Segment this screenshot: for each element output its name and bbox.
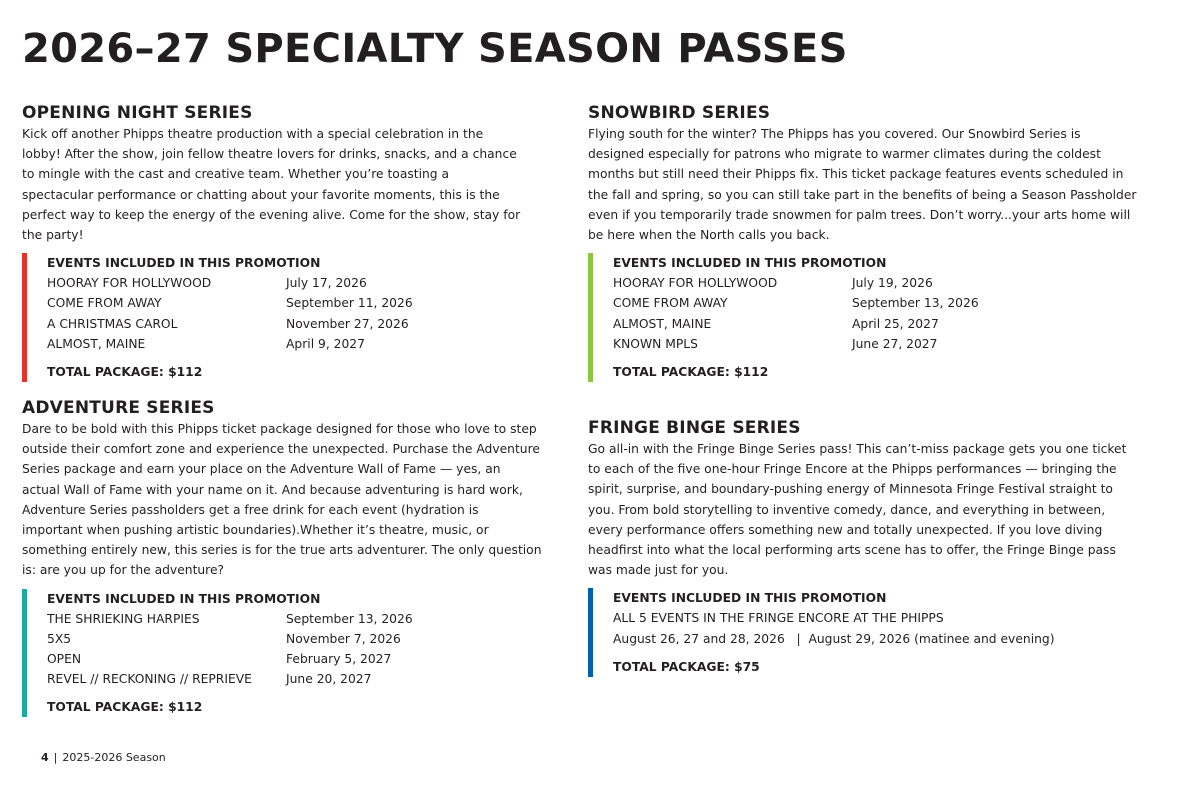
event-date: November 7, 2026 — [286, 631, 401, 646]
event-date: September 13, 2026 — [286, 611, 413, 626]
promotion-accent-bar — [22, 589, 27, 718]
event-row — [613, 273, 1138, 293]
event-name: REVEL // RECKONING // REPRIEVE — [47, 672, 252, 687]
promotion-heading: EVENTS INCLUDED IN THIS PROMOTION — [47, 591, 321, 606]
section-title: OPENING NIGHT SERIES — [22, 103, 253, 123]
section-description: Kick off another Phipps theatre production with a special celebration in the lobby! After the show, join fellow theatre lovers for drinks, snacks, and a chance to mingle with the cast and creative team. Whether you’re toasting a spectacular performance or chatting about your favorite moments, this is the perfect way to keep the energy of the evening alive. Come for the show, stay for the party! — [22, 127, 521, 243]
event-date: April 25, 2027 — [852, 316, 939, 331]
event-list — [613, 273, 1138, 354]
promotion-box — [588, 253, 1138, 382]
promotion-box — [22, 253, 522, 382]
event-date: June 20, 2027 — [286, 672, 372, 687]
event-name: ALMOST, MAINE — [613, 316, 712, 331]
total-package: TOTAL PACKAGE: $112 — [613, 365, 769, 380]
promotion-heading: EVENTS INCLUDED IN THIS PROMOTION — [613, 591, 887, 606]
event-name: A CHRISTMAS CAROL — [47, 316, 178, 331]
promotion-box — [22, 589, 542, 718]
adventure-section — [22, 397, 542, 717]
event-name: THE SHRIEKING HARPIES — [47, 611, 200, 626]
event-name: HOORAY FOR HOLLYWOOD — [613, 276, 778, 291]
page-title: 2026–27 SPECIALTY SEASON PASSES — [22, 26, 848, 72]
fringe-dates-line: August 26, 27 and 28, 2026 | August 29, 2026 (matinee and evening) — [613, 631, 1055, 646]
event-row — [47, 273, 522, 293]
promotion-heading: EVENTS INCLUDED IN THIS PROMOTION — [613, 256, 887, 271]
event-name: HOORAY FOR HOLLYWOOD — [47, 276, 212, 291]
footer-season: 2025-2026 Season — [62, 751, 166, 764]
section-description: Go all-in with the Fringe Binge Series pass! This can’t-miss package gets you one ticket to each of the five one-hour Fringe Encore at the Phipps performances — bringing the spirit, surprise, and boundary-pushing energy of Minnesota Fringe Festival straight to you. From bold storytelling to inventive comedy, dance, and everything in between, every performance offers something new and totally unexpected. If you love diving headfirst into what the local performing arts scene has to offer, the Fringe Binge pass was made just for you. — [588, 442, 1127, 578]
event-row — [47, 649, 542, 669]
event-row — [47, 314, 522, 334]
footer-separator: | — [53, 751, 58, 764]
event-row — [47, 629, 542, 649]
event-name: OPEN — [47, 652, 82, 667]
event-date: July 17, 2026 — [286, 276, 367, 291]
snowbird-section — [588, 102, 1138, 382]
promotion-heading: EVENTS INCLUDED IN THIS PROMOTION — [47, 256, 321, 271]
section-title: ADVENTURE SERIES — [22, 398, 215, 418]
event-row — [47, 609, 542, 629]
event-date: February 5, 2027 — [286, 652, 392, 667]
promotion-accent-bar — [588, 588, 593, 676]
section-description: Flying south for the winter? The Phipps has you covered. Our Snowbird Series is designed especially for patrons who migrate to warmer climates during the coldest months but still need their Phipps fix. This ticket package features events scheduled in the fall and spring, so you can still take part in the benefits of being a Season Passholder even if you temporarily trade snowmen for palm trees. Don’t worry...your arts home will be here when the North calls you back. — [588, 127, 1137, 243]
page-footer — [41, 750, 166, 766]
event-name: COME FROM AWAY — [47, 296, 162, 311]
event-name: COME FROM AWAY — [613, 296, 728, 311]
event-row — [47, 293, 522, 313]
event-list — [47, 609, 542, 690]
event-row — [613, 314, 1138, 334]
opening-night-section — [22, 102, 522, 382]
event-date: July 19, 2026 — [852, 276, 933, 291]
fringe-events-line: ALL 5 EVENTS IN THE FRINGE ENCORE AT THE PHIPPS — [613, 611, 944, 626]
total-package: TOTAL PACKAGE: $112 — [47, 700, 203, 715]
promotion-accent-bar — [22, 253, 27, 382]
event-list — [47, 273, 522, 354]
section-title: FRINGE BINGE SERIES — [588, 418, 801, 438]
event-date: November 27, 2026 — [286, 316, 409, 331]
event-date: June 27, 2027 — [852, 336, 938, 351]
promotion-box — [588, 588, 1133, 676]
total-package: TOTAL PACKAGE: $75 — [613, 659, 760, 674]
event-date: September 13, 2026 — [852, 296, 979, 311]
event-row — [613, 293, 1138, 313]
event-name: 5X5 — [47, 631, 72, 646]
event-row — [47, 669, 542, 689]
event-name: KNOWN MPLS — [613, 336, 698, 351]
event-row — [47, 334, 522, 354]
section-title: SNOWBIRD SERIES — [588, 103, 771, 123]
page-number: 4 — [41, 751, 49, 764]
total-package: TOTAL PACKAGE: $112 — [47, 365, 203, 380]
fringe-binge-section — [588, 417, 1133, 677]
event-date: April 9, 2027 — [286, 336, 365, 351]
section-description: Dare to be bold with this Phipps ticket package designed for those who love to step outside their comfort zone and experience the unexpected. Purchase the Adventure Series package and earn your place on the Adventure Wall of Fame — yes, an actual Wall of Fame with your name on it. And because adventuring is hard work, Adventure Series passholders get a free drink for each event (hydration is important when pushing artistic boundaries).Whether it’s theatre, music, or something entirely new, this series is for the true arts adventurer. The only question is: are you up for the adventure? — [22, 422, 542, 578]
event-row — [613, 334, 1138, 354]
promotion-accent-bar — [588, 253, 593, 382]
event-name: ALMOST, MAINE — [47, 336, 146, 351]
event-date: September 11, 2026 — [286, 296, 413, 311]
